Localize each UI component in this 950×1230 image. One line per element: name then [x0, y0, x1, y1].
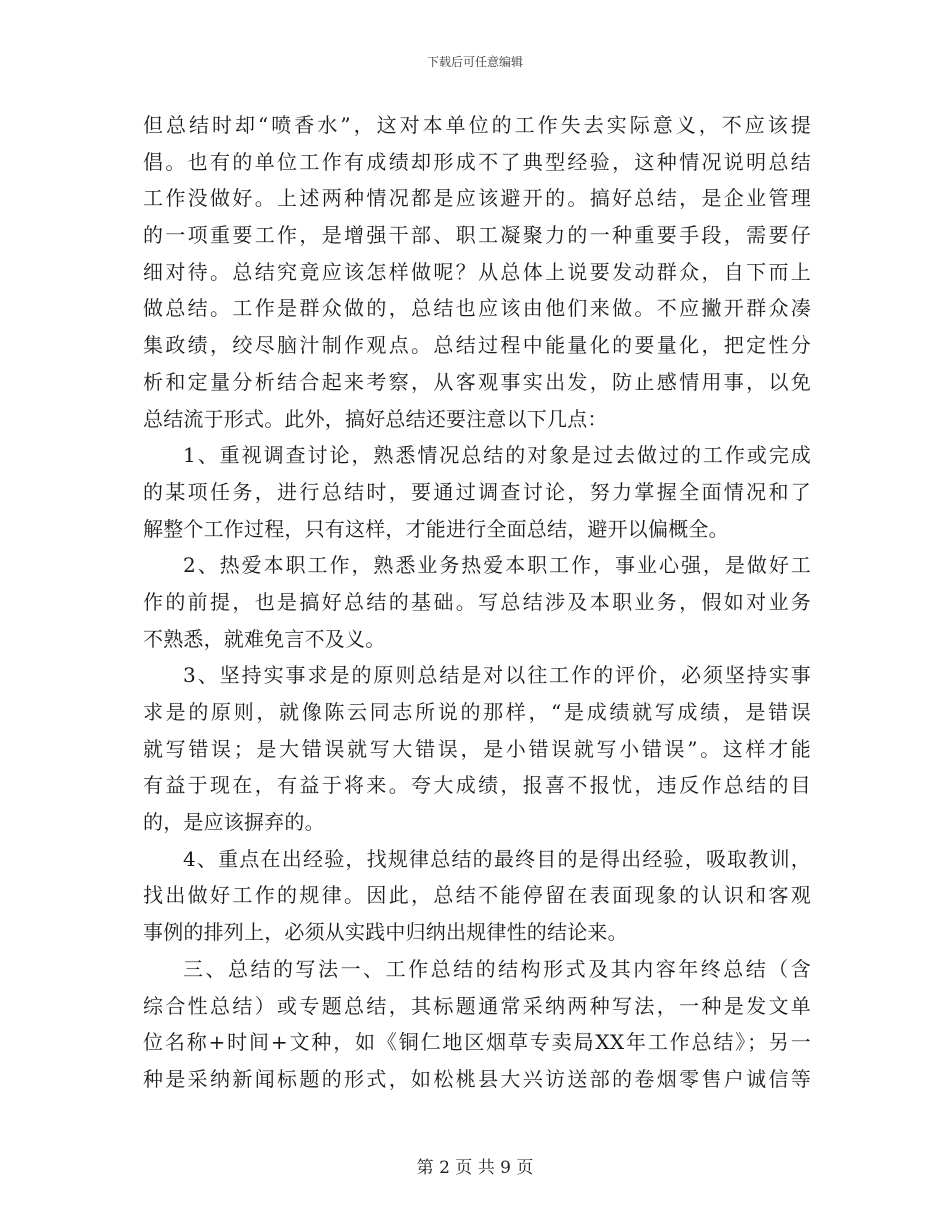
text-line: 的，是应该摒弃的。 — [143, 810, 325, 835]
text-line: 总结流于形式。此外，搞好总结还要注意以下几点： — [143, 406, 608, 431]
text-line: 种是采纳新闻标题的形式，如松桃县大兴访送部的卷烟零售户诚信等 — [143, 1066, 811, 1091]
text-line: 的一项重要工作，是增强干部、职工凝聚力的一种重要手段，需要仔 — [143, 223, 811, 248]
text-line: 不熟悉，就难免言不及义。 — [143, 626, 386, 651]
page-header-note: 下载后可任意编辑 — [426, 55, 523, 69]
text-line: 求是的原则，就像陈云同志所说的那样，“是成绩就写成绩，是错误 — [143, 700, 811, 724]
text-line: 倡。也有的单位工作有成绩却形成不了典型经验，这种情况说明总结 — [143, 149, 811, 174]
text-line: 工作没做好。上述两种情况都是应该避开的。搞好总结，是企业管理 — [143, 186, 811, 211]
text-line: 但总结时却“喷香水”，这对本单位的工作失去实际意义，不应该提 — [143, 113, 811, 137]
text-line: 2、热爱本职工作，熟悉业务热爱本职工作，事业心强，是做好工 — [183, 553, 811, 578]
text-line: 细对待。总结究竟应该怎样做呢？从总体上说要发动群众，自下而上 — [143, 259, 811, 284]
text-line: 3、坚持实事求是的原则总结是对以往工作的评价，必须坚持实事 — [183, 663, 811, 688]
text-line: 析和定量分析结合起来考察，从客观事实出发，防止感情用事，以免 — [143, 369, 811, 394]
text-line: 找出做好工作的规律。因此，总结不能停留在表面现象的认识和客观 — [143, 883, 811, 908]
text-line: 位名称+时间+文种，如《铜仁地区烟草专卖局XX年工作总结》；另一 — [143, 1030, 811, 1055]
text-line: 做总结。工作是群众做的，总结也应该由他们来做。不应撇开群众凑 — [143, 296, 811, 321]
text-line: 综合性总结）或专题总结，其标题通常采纳两种写法，一种是发文单 — [143, 993, 811, 1018]
text-line: 4、重点在出经验，找规律总结的最终目的是得出经验，吸取教训， — [183, 846, 811, 871]
text-line: 解整个工作过程，只有这样，才能进行全面总结，避开以偏概全。 — [143, 516, 729, 541]
text-line: 事例的排列上，必须从实践中归纳出规律性的结论来。 — [143, 920, 628, 945]
page-number: 第 2 页 共 9 页 — [416, 1158, 534, 1178]
text-line: 1、重视调查讨论，熟悉情况总结的对象是过去做过的工作或完成 — [183, 443, 811, 468]
text-line: 作的前提，也是搞好总结的基础。写总结涉及本职业务，假如对业务 — [143, 589, 811, 614]
text-line: 三、总结的写法一、工作总结的结构形式及其内容年终总结（含 — [183, 956, 811, 981]
text-line: 有益于现在，有益于将来。夸大成绩，报喜不报忧，违反作总结的目 — [143, 773, 811, 798]
text-line: 就写错误；是大错误就写大错误，是小错误就写小错误”。这样才能 — [143, 736, 811, 761]
text-line: 集政绩，绞尽脑汁制作观点。总结过程中能量化的要量化，把定性分 — [143, 333, 811, 358]
text-line: 的某项任务，进行总结时，要通过调查讨论，努力掌握全面情况和了 — [143, 479, 811, 504]
document-body — [143, 107, 811, 1098]
